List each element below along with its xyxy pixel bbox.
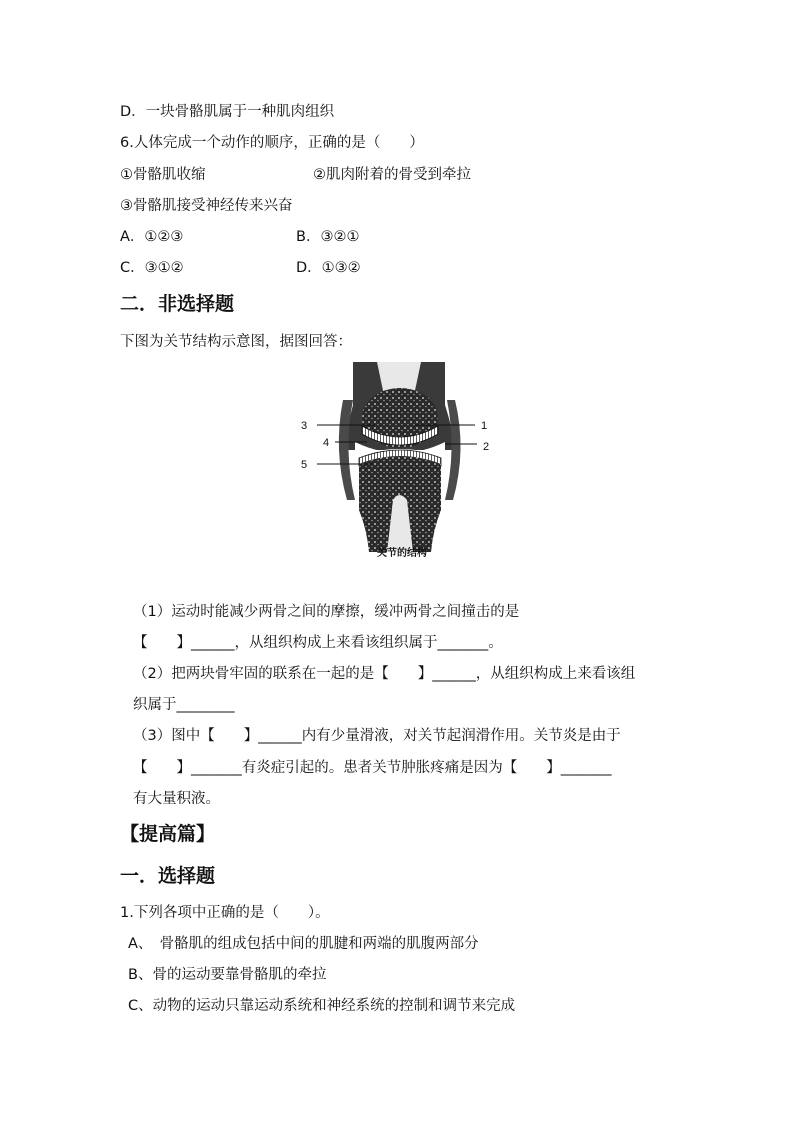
figure-label-1: 1 [481, 420, 488, 432]
figure-label-3: 3 [301, 420, 308, 432]
q6-option-c: C．③①② [120, 260, 184, 276]
q2-3-line-1: （3）图中【 】______内有少量滑液，对关节起润滑作用。关节炎是由于 [133, 728, 621, 744]
section-title-non-choice: 二．非选择题 [120, 293, 235, 315]
q6-option-a: A．①②③ [120, 229, 184, 245]
q6-option-d: D．①③② [296, 260, 361, 276]
q5-option-d: D．一块骨骼肌属于一种肌肉组织 [120, 104, 335, 120]
figure-label-5: 5 [301, 459, 308, 471]
advanced-q1-option-a: A、 骨骼肌的组成包括中间的肌腱和两端的肌腹两部分 [128, 936, 479, 952]
figure-label-2: 2 [483, 441, 490, 453]
advanced-q1-stem: 1.下列各项中正确的是（ ）。 [120, 905, 330, 921]
advanced-q1-option-c: C、动物的运动只靠运动系统和神经系统的控制和调节来完成 [128, 998, 516, 1014]
advanced-q1-option-b: B、骨的运动要靠骨骼肌的牵拉 [128, 967, 327, 983]
q2-1-line-1: （1）运动时能减少两骨之间的摩擦，缓冲两骨之间撞击的是 [133, 604, 520, 620]
figure-label-4: 4 [323, 437, 330, 449]
q6-option-b: B．③②① [296, 229, 360, 245]
q2-3-line-3: 有大量积液。 [133, 791, 220, 807]
q6-item-3: ③骨骼肌接受神经传来兴奋 [120, 198, 293, 214]
q6-item-1: ①骨骼肌收缩 [120, 167, 206, 183]
q2-2-line-1: （2）把两块骨牢固的联系在一起的是【 】______，从组织构成上来看该组 [133, 666, 636, 682]
advanced-choice-title: 一．选择题 [120, 865, 216, 887]
q2-3-line-2: 【 】_______有炎症引起的。患者关节肿胀疼痛是因为【 】_______ [133, 760, 612, 776]
advanced-section-title: 【提高篇】 [120, 823, 216, 845]
figure-caption: 关节的结构 [377, 548, 427, 559]
q2-1-line-2: 【 】______，从组织构成上来看该组织属于_______。 [133, 635, 503, 651]
q6-stem: 6.人体完成一个动作的顺序，正确的是（ ） [120, 135, 424, 151]
section-intro: 下图为关节结构示意图，据图回答： [120, 334, 352, 350]
joint-structure-figure [295, 360, 505, 565]
q6-item-2: ②肌肉附着的骨受到牵拉 [313, 167, 471, 183]
q2-2-line-2: 织属于________ [133, 697, 235, 713]
